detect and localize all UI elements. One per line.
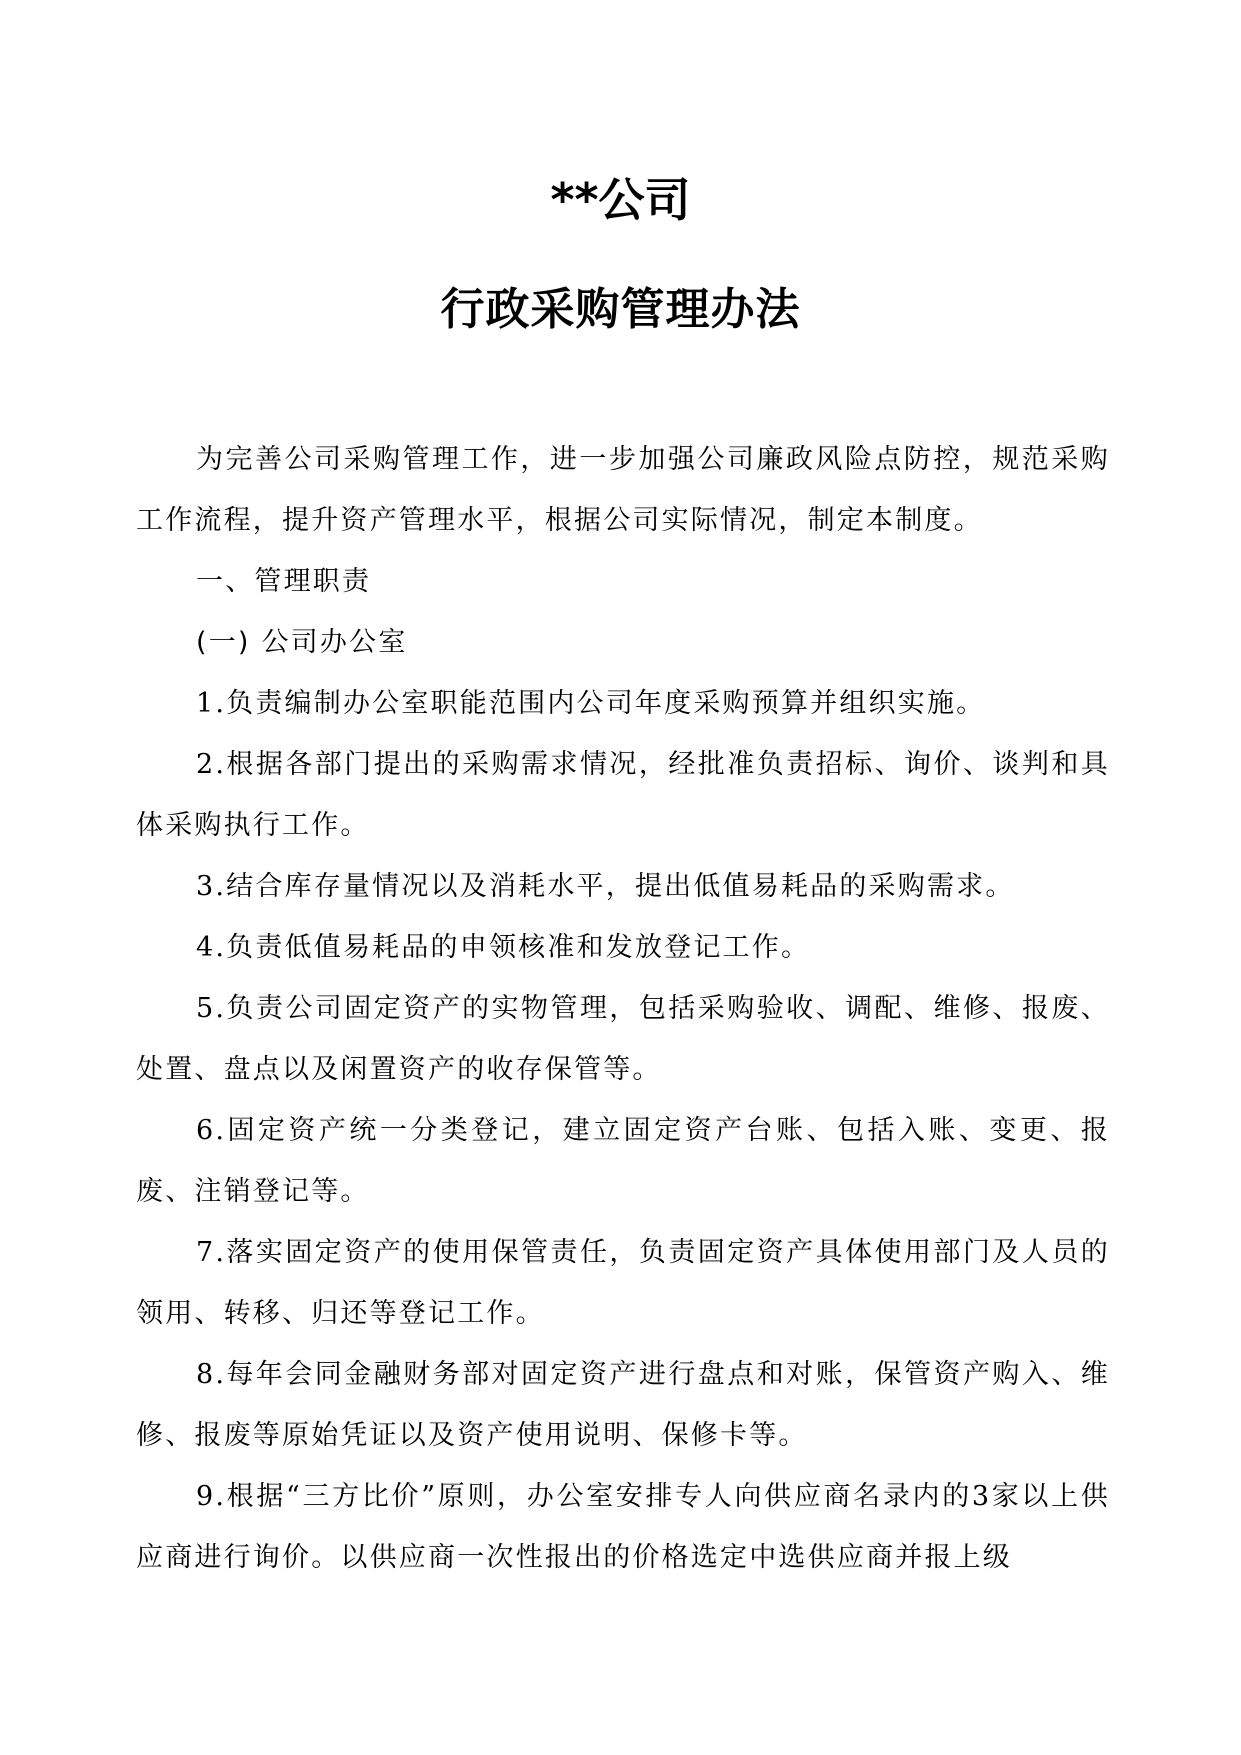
list-item: 4.负责低值易耗品的申领核准和发放登记工作。 <box>196 932 811 963</box>
company-title: **公司 <box>550 173 691 227</box>
list-item: 3.结合库存量情况以及消耗水平，提出低值易耗品的采购需求。 <box>196 871 1015 902</box>
list-item: 6.固定资产统一分类登记，建立固定资产台账、包括入账、变更、报废、注销登记等。 <box>136 1115 1110 1207</box>
intro-paragraph: 为完善公司采购管理工作，进一步加强公司廉政风险点防控，规范采购工作流程，提升资产管理水平，根据公司实际情况，制定本制度。 <box>136 444 1110 536</box>
list-item: 2.根据各部门提出的采购需求情况，经批准负责招标、询价、谈判和具体采购执行工作。 <box>136 749 1110 841</box>
list-item: 9.根据“三方比价”原则，办公室安排专人向供应商名录内的3家以上供应商进行询价。以供应商一次性报出的价格选定中选供应商并报上级 <box>136 1481 1110 1573</box>
list-item: 5.负责公司固定资产的实物管理，包括采购验收、调配、维修、报废、处置、盘点以及闲置资产的收存保管等。 <box>136 993 1110 1085</box>
list-item: 8.每年会同金融财务部对固定资产进行盘点和对账，保管资产购入、维修、报废等原始凭证以及资产使用说明、保修卡等。 <box>136 1359 1110 1451</box>
document-title: 行政采购管理办法 <box>440 284 801 335</box>
document-body <box>136 429 1110 1588</box>
list-item: 7.落实固定资产的使用保管责任，负责固定资产具体使用部门及人员的领用、转移、归还等登记工作。 <box>136 1237 1110 1329</box>
section-heading: 一、管理职责 <box>196 566 372 597</box>
subsection-heading: (一) 公司办公室 <box>196 627 408 658</box>
list-item: 1.负责编制办公室职能范围内公司年度采购预算并组织实施。 <box>196 688 986 719</box>
